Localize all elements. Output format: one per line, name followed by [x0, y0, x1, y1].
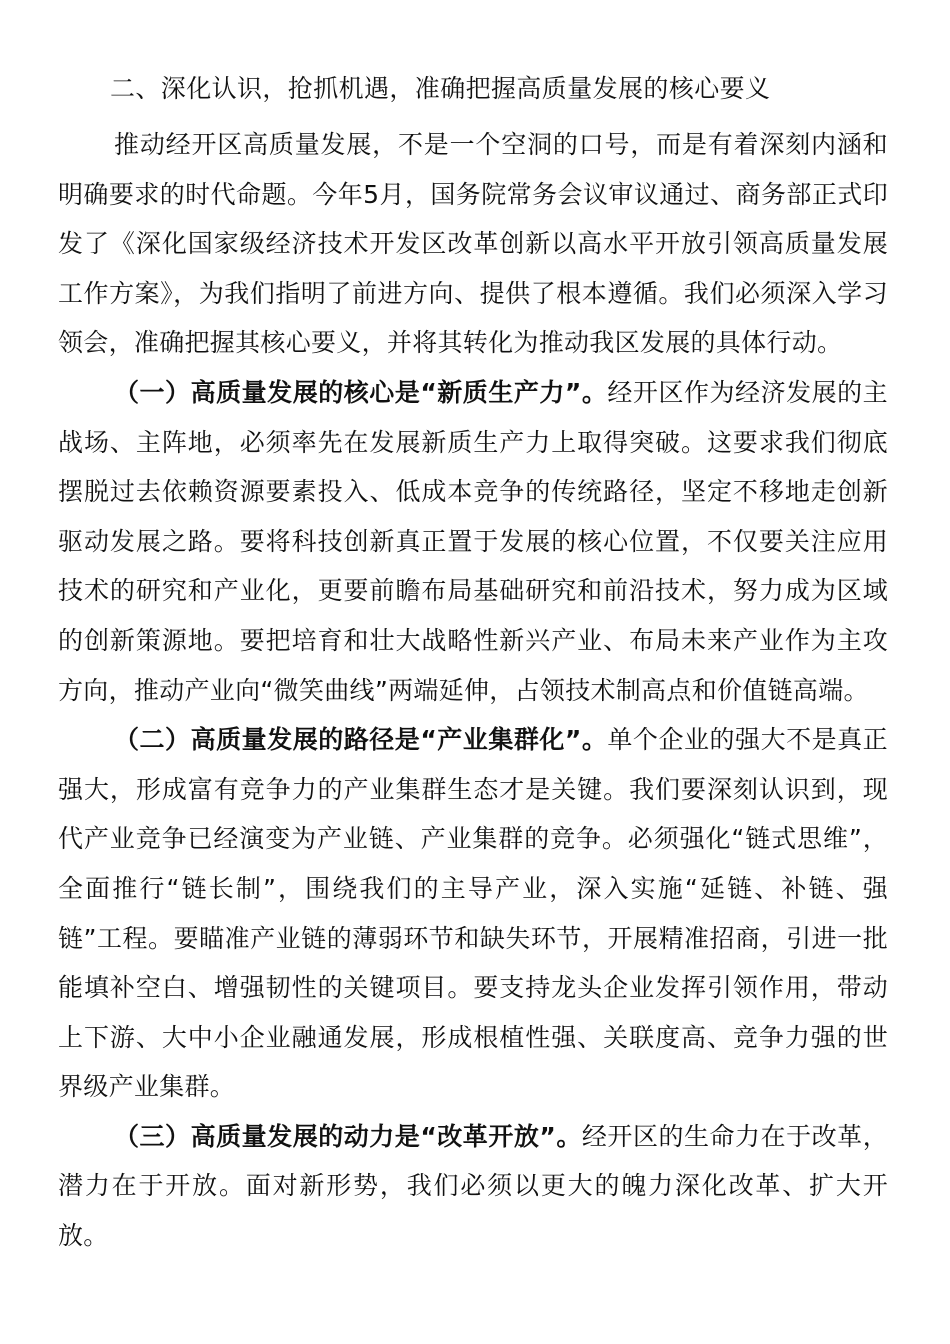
- point-body-3: 经开区的生命力在于改革，潜力在于开放。面对新形势，我们必须以更大的魄力深化改革、扩大开放。: [58, 1121, 888, 1251]
- point-lead-2: （二）高质量发展的路径是“产业集群化”。: [114, 725, 608, 755]
- point-lead-1: （一）高质量发展的核心是“新质生产力”。: [114, 377, 608, 407]
- point-body-2: 单个企业的强大不是真正强大，形成富有竞争力的产业集群生态才是关键。我们要深刻认识到，现代产业竞争已经演变为产业链、产业集群的竞争。必须强化“链式思维”，全面推行“链长制”，围绕我们的主导产业，深入实施“延链、补链、强链”工程。要瞄准产业链的薄弱环节和缺失环节，开展精准招商，引进一批能填补空白、增强韧性的关键项目。要支持龙头企业发挥引领作用，带动上下游、大中小企业融通发展，形成根植性强、关联度高、竞争力强的世界级产业集群。: [58, 725, 888, 1102]
- point-paragraph-3: [58, 1112, 888, 1261]
- point-body-1: 经开区作为经济发展的主战场、主阵地，必须率先在发展新质生产力上取得突破。这要求我们彻底摆脱过去依赖资源要素投入、低成本竞争的传统路径，坚定不移地走创新驱动发展之路。要将科技创新真正置于发展的核心位置，不仅要关注应用技术的研究和产业化，更要前瞻布局基础研究和前沿技术，努力成为区域的创新策源地。要把培育和壮大战略性新兴产业、布局未来产业作为主攻方向，推动产业向“微笑曲线”两端延伸，占领技术制高点和价值链高端。: [58, 377, 888, 705]
- point-paragraph-1: [58, 368, 888, 715]
- point-lead-3: （三）高质量发展的动力是“改革开放”。: [114, 1121, 582, 1151]
- intro-paragraph: 推动经开区高质量发展，不是一个空洞的口号，而是有着深刻内涵和明确要求的时代命题。今年5月，国务院常务会议审议通过、商务部正式印发了《深化国家级经济技术开发区改革创新以高水平开放引领高质量发展工作方案》，为我们指明了前进方向、提供了根本遵循。我们必须深入学习领会，准确把握其核心要义，并将其转化为推动我区发展的具体行动。: [58, 130, 888, 358]
- section-heading: 二、深化认识，抢抓机遇，准确把握高质量发展的核心要义: [110, 74, 771, 103]
- point-paragraph-2: [58, 715, 888, 1112]
